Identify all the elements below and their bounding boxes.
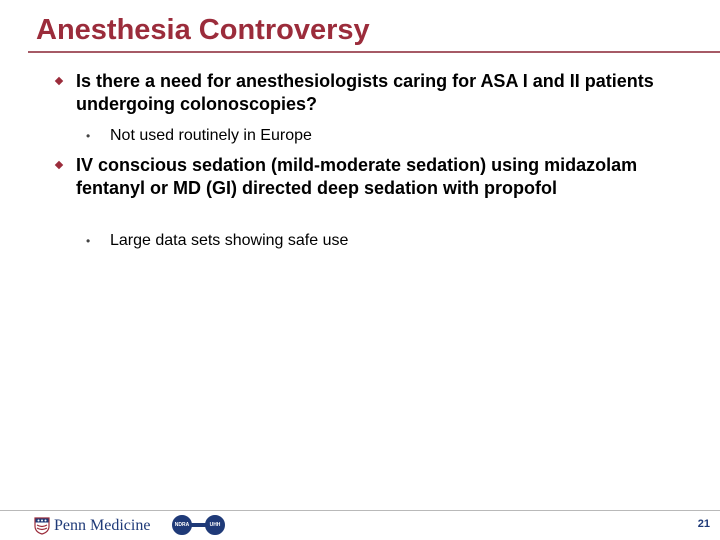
footer-divider [0, 510, 720, 511]
seal-left-logo [172, 515, 192, 535]
page-number: 21 [697, 518, 710, 530]
bullet-item [56, 70, 656, 116]
sub-bullet-item [86, 126, 646, 146]
sub-bullet-text: Not used routinely in Europe [110, 127, 312, 144]
bullet-item [56, 154, 656, 200]
sub-bullet-item [86, 231, 646, 251]
bullet-text: Is there a need for anesthesiologists caring for ASA I and II patients undergoing colonoscopies? [76, 71, 654, 114]
seal-left-text: NDRA [174, 522, 190, 528]
footer-logo [34, 516, 150, 536]
sub-bullet-text: Large data sets showing safe use [110, 232, 349, 249]
dot-bullet-icon: • [86, 234, 91, 248]
brand-name: Penn Medicine [54, 517, 151, 534]
slide-title: Anesthesia Controversy [36, 14, 370, 46]
title-divider [28, 51, 720, 53]
bullet-text: IV conscious sedation (mild-moderate sedation) using midazolam fentanyl or MD (GI) directed deep sedation with propofol [76, 155, 638, 198]
seal-right-logo [205, 515, 225, 535]
diamond-bullet-icon [55, 77, 63, 85]
dot-bullet-icon: • [86, 129, 91, 143]
seal-right-text: UHH [209, 522, 221, 528]
seal-connector [190, 523, 206, 527]
diamond-bullet-icon [55, 161, 63, 169]
shield-icon [34, 517, 50, 535]
